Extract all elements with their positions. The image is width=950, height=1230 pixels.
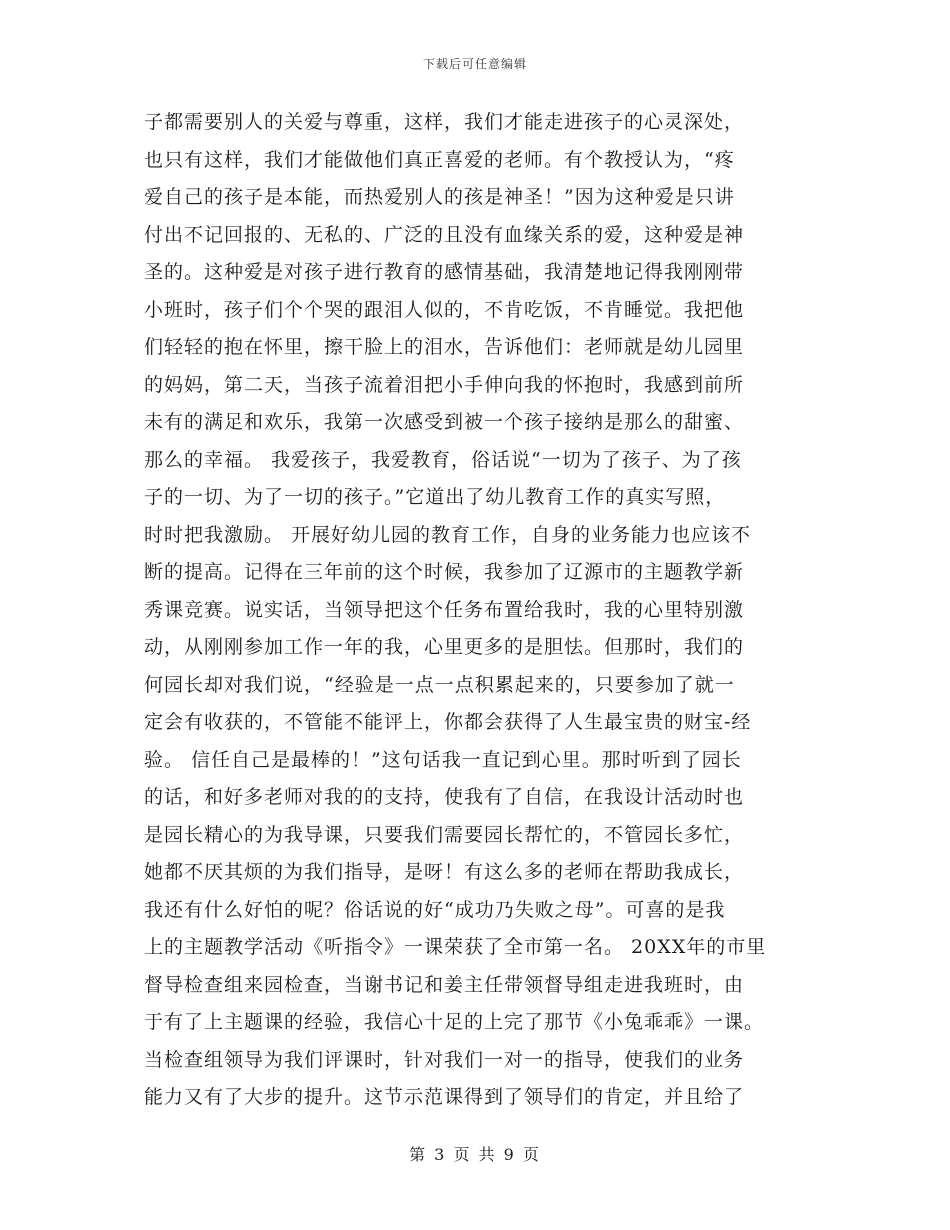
- paragraph-line: 圣的。这种爱是对孩子进行教育的感情基础，我清楚地记得我刚刚带: [144, 261, 745, 283]
- paragraph-line: 的话，和好多老师对我的的支持，使我有了自信，在我设计活动时也: [144, 786, 745, 808]
- paragraph-line: 上的主题教学活动《听指令》一课荣获了全市第一名。 20XX年的市里: [144, 936, 767, 958]
- paragraph-line: 子都需要别人的关爱与尊重，这样，我们才能走进孩子的心灵深处，: [144, 111, 745, 133]
- paragraph-line: 定会有收获的，不管能不能评上，你都会获得了人生最宝贵的财宝-经: [144, 711, 752, 733]
- paragraph-line: 时时把我激励。 开展好幼儿园的教育工作，自身的业务能力也应该不: [144, 523, 752, 546]
- page-number: 第 3 页 共 9 页: [409, 1145, 541, 1164]
- paragraph-line: 那么的幸福。 我爱孩子，我爱教育，俗话说“一切为了孩子、为了孩: [144, 448, 742, 471]
- paragraph-line: 也只有这样，我们才能做他们真正喜爱的老师。有个教授认为，“疼: [144, 148, 735, 171]
- paragraph-line: 秀课竞赛。说实话，当领导把这个任务布置给我时，我的心里特别激: [144, 598, 745, 621]
- paragraph-line: 们轻轻的抱在怀里，擦干脸上的泪水，告诉他们：老师就是幼儿园里: [144, 336, 745, 358]
- paragraph-line: 她都不厌其烦的为我们指导，是呀！有这么多的老师在帮助我成长，: [144, 861, 745, 883]
- paragraph-line: 当检查组领导为我们评课时，针对我们一对一的指导，使我们的业务: [144, 1048, 745, 1071]
- paragraph-line: 动，从刚刚参加工作一年的我，心里更多的是胆怯。但那时，我们的: [144, 636, 745, 658]
- paragraph-line: 的妈妈，第二天，当孩子流着泪把小手伸向我的怀抱时，我感到前所: [144, 373, 745, 396]
- download-note: 下载后可任意编辑: [422, 57, 527, 71]
- paragraph-line: 督导检查组来园检查，当谢书记和姜主任带领督导组走进我班时，由: [144, 973, 745, 996]
- paragraph-line: 能力又有了大步的提升。这节示范课得到了领导们的肯定，并且给了: [144, 1086, 745, 1108]
- paragraph-line: 未有的满足和欢乐，我第一次感受到被一个孩子接纳是那么的甜蜜、: [144, 411, 745, 433]
- paragraph-line: 爱自己的孩子是本能，而热爱别人的孩是神圣！”因为这种爱是只讲: [144, 186, 735, 208]
- paragraph-line: 小班时，孩子们个个哭的跟泪人似的，不肯吃饭，不肯睡觉。我把他: [144, 298, 745, 321]
- paragraph-line: 何园长却对我们说，“经验是一点一点积累起来的，只要参加了就一: [144, 673, 735, 696]
- body-text: [144, 104, 814, 1117]
- paragraph-line: 于有了上主题课的经验，我信心十足的上完了那节《小兔乖乖》一课。: [144, 1011, 765, 1033]
- paragraph-line: 断的提高。记得在三年前的这个时候，我参加了辽源市的主题教学新: [144, 561, 745, 583]
- paragraph-line: 付出不记回报的、无私的、广泛的且没有血缘关系的爱，这种爱是神: [144, 223, 745, 246]
- paragraph-line: 子的一切、为了一切的孩子。”它道出了幼儿教育工作的真实写照，: [144, 486, 726, 508]
- paragraph-line: 验。 信任自己是最棒的！”这句话我一直记到心里。那时听到了园长: [144, 748, 742, 771]
- paragraph-line: 我还有什么好怕的呢？俗话说的好“成功乃失败之母”。可喜的是我: [144, 898, 726, 921]
- paragraph-line: 是园长精心的为我导课，只要我们需要园长帮忙的，不管园长多忙，: [144, 823, 745, 846]
